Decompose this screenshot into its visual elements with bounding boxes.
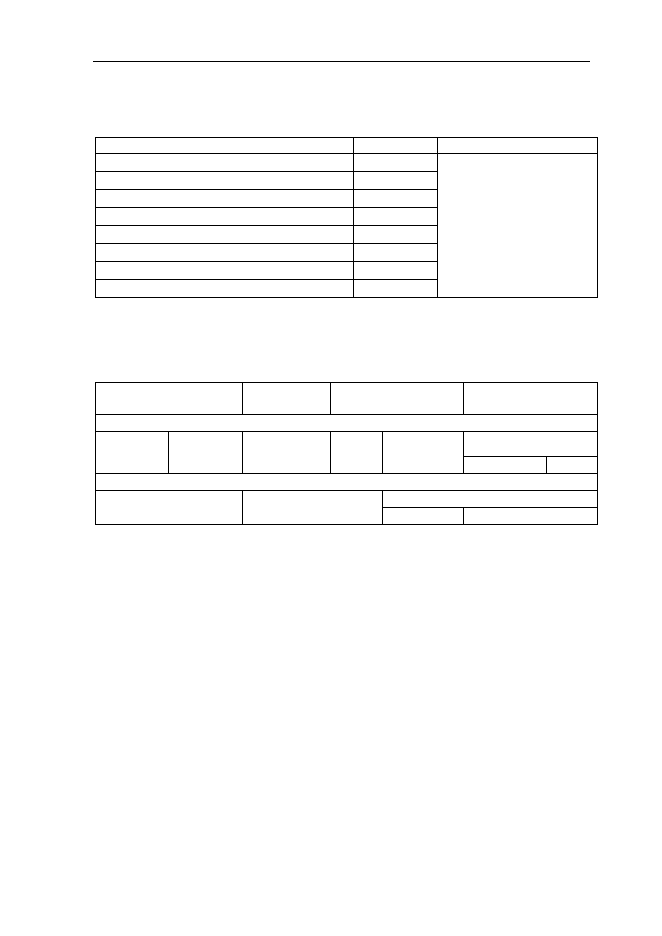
col-unres-qty: [243, 491, 383, 525]
unrestricted-title: [96, 474, 598, 491]
change-ratio: [354, 190, 438, 208]
shareholder-table: [95, 382, 598, 525]
col-main-reason: [438, 138, 598, 154]
col-holder-nature: [169, 432, 243, 474]
col-restricted-qty: [383, 432, 464, 474]
total-holders-value: [243, 383, 331, 415]
item-name: [96, 154, 354, 172]
top10-header-row-1: [96, 432, 598, 457]
change-ratio: [354, 280, 438, 298]
item-name: [96, 262, 354, 280]
header-rule: [93, 61, 590, 62]
col-item-name: [96, 138, 354, 154]
col-pledge-status: [464, 457, 547, 474]
item-name: [96, 226, 354, 244]
change-table-header: [96, 138, 598, 154]
col-pledge-group: [464, 432, 598, 457]
main-reason: [438, 154, 598, 298]
item-name: [96, 190, 354, 208]
change-ratio: [354, 172, 438, 190]
change-ratio: [354, 244, 438, 262]
preferred-holders-value: [464, 383, 598, 415]
change-ratio: [354, 154, 438, 172]
summary-row: [96, 383, 598, 415]
unrestricted-header-row-1: [96, 491, 598, 508]
col-kind-group: [383, 491, 598, 508]
change-ratio: [354, 262, 438, 280]
item-name: [96, 244, 354, 262]
change-table-row: [96, 154, 598, 172]
top10-title: [96, 415, 598, 432]
item-name: [96, 208, 354, 226]
item-name: [96, 172, 354, 190]
item-name: [96, 280, 354, 298]
col-holding-ratio: [331, 432, 383, 474]
col-share-kind: [383, 508, 464, 525]
total-holders-label: [96, 383, 243, 415]
col-pledge-qty: [547, 457, 598, 474]
col-holder-name: [96, 432, 169, 474]
preferred-holders-label: [331, 383, 464, 415]
col-share-kind-qty: [464, 508, 598, 525]
change-table: [95, 137, 598, 298]
change-ratio: [354, 226, 438, 244]
change-ratio: [354, 208, 438, 226]
col-holding-qty: [243, 432, 331, 474]
col-change-ratio: [354, 138, 438, 154]
col-unres-holder-name: [96, 491, 243, 525]
